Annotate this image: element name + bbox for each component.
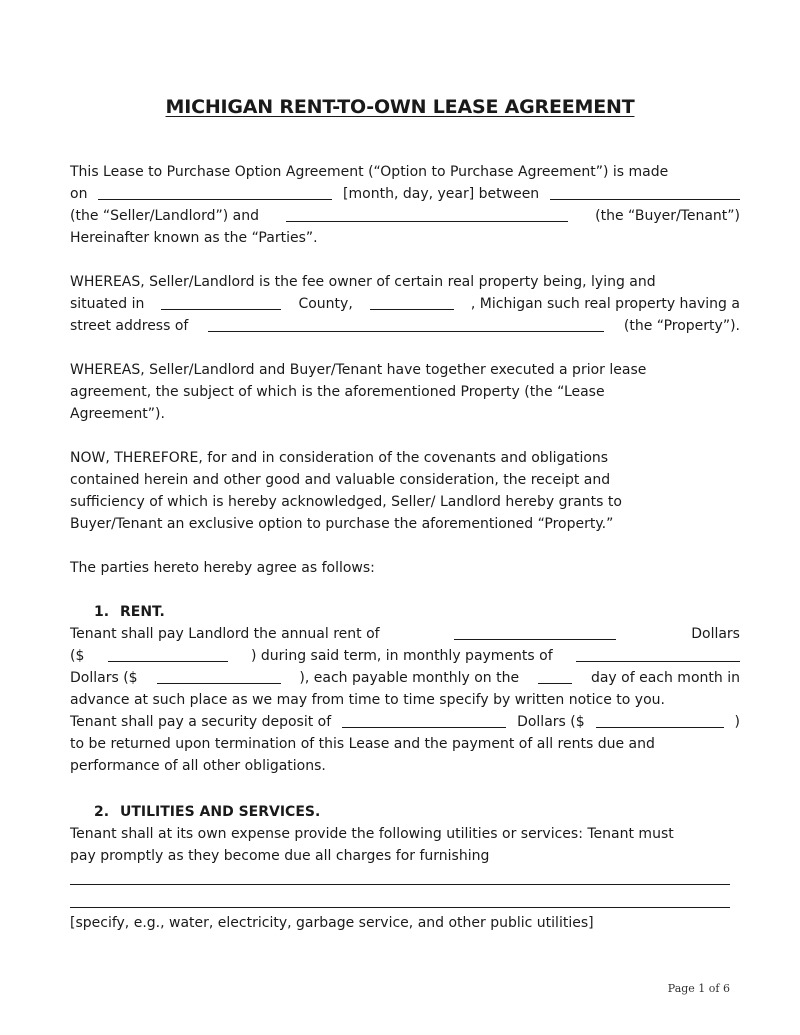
utilities-note: [specify, e.g., water, electricity, garbage service, and other public utilities] [70,915,594,931]
monthly-payment-amount-blank[interactable] [157,667,281,684]
intro-line-1: This Lease to Purchase Option Agreement (“Option to Purchase Agreement”) is made [70,164,669,180]
utilities-blank-line-1[interactable] [70,884,730,885]
intro-line-4: Hereinafter known as the “Parties”. [70,230,318,246]
section-utilities: 2. UTILITIES AND SERVICES. Tenant shall at its own expense provide the following utilities or services: Tenant must pay promptly as they become due all charges for furnishing [70,801,740,867]
utilities-blank-line-2[interactable] [70,907,730,908]
security-deposit-amount-blank[interactable] [596,711,724,728]
section-utilities-heading: 2. UTILITIES AND SERVICES. [94,804,321,820]
section-rent-heading: 1. RENT. [94,604,165,620]
situated-blank[interactable] [161,293,281,310]
county-blank[interactable] [370,293,454,310]
whereas-ownership-paragraph: WHEREAS, Seller/Landlord is the fee owner of certain real property being, lying and situated in County, , Michigan such real property having a street address of (the “Property”). [70,274,740,334]
payment-day-blank[interactable] [538,667,572,684]
now-therefore-paragraph: NOW, THEREFORE, for and in consideration of the covenants and obligations contained herein and other good and valuable consideration, the receipt and sufficiency of which is hereby acknowledged, Seller/ Landlord hereby grants to Buyer/Tenant an exclusive option to purchase the aforementioned “Property.” [70,450,622,532]
date-blank[interactable] [98,183,332,200]
intro-line-2: on [month, day, year] between [70,183,740,205]
seller-name-blank[interactable] [550,183,740,200]
intro-paragraph [70,161,740,249]
annual-rent-words-blank[interactable] [454,623,616,640]
buyer-name-blank[interactable] [286,205,568,222]
intro-line-3: (the “Seller/Landlord”) and (the “Buyer/Tenant”) [70,205,740,227]
annual-rent-amount-blank[interactable] [108,645,228,662]
whereas-lease-paragraph: WHEREAS, Seller/Landlord and Buyer/Tenant have together executed a prior lease agreement, the subject of which is the aforementioned Property (the “Lease Agreement”). [70,362,647,422]
page-number: Page 1 of 6 [667,982,730,995]
section-rent: 1. RENT. Tenant shall pay Landlord the annual rent of Dollars ($ ) during said term, in monthly payments of Dollars ($ ), each payable monthly on the day of each month in advance at such place as we may from time to time specify by written notice to you. Tenant shall pay a security deposit of Dollars ($ ) to be returned upon termination of this Lease and the payment of all rents due and performance of all other obligations. [70,601,740,777]
agree-statement: The parties hereto hereby agree as follows: [70,560,375,576]
document-title: MICHIGAN RENT-TO-OWN LEASE AGREEMENT [165,96,635,118]
monthly-payment-words-blank[interactable] [576,645,740,662]
security-deposit-words-blank[interactable] [342,711,506,728]
street-address-blank[interactable] [208,315,604,332]
